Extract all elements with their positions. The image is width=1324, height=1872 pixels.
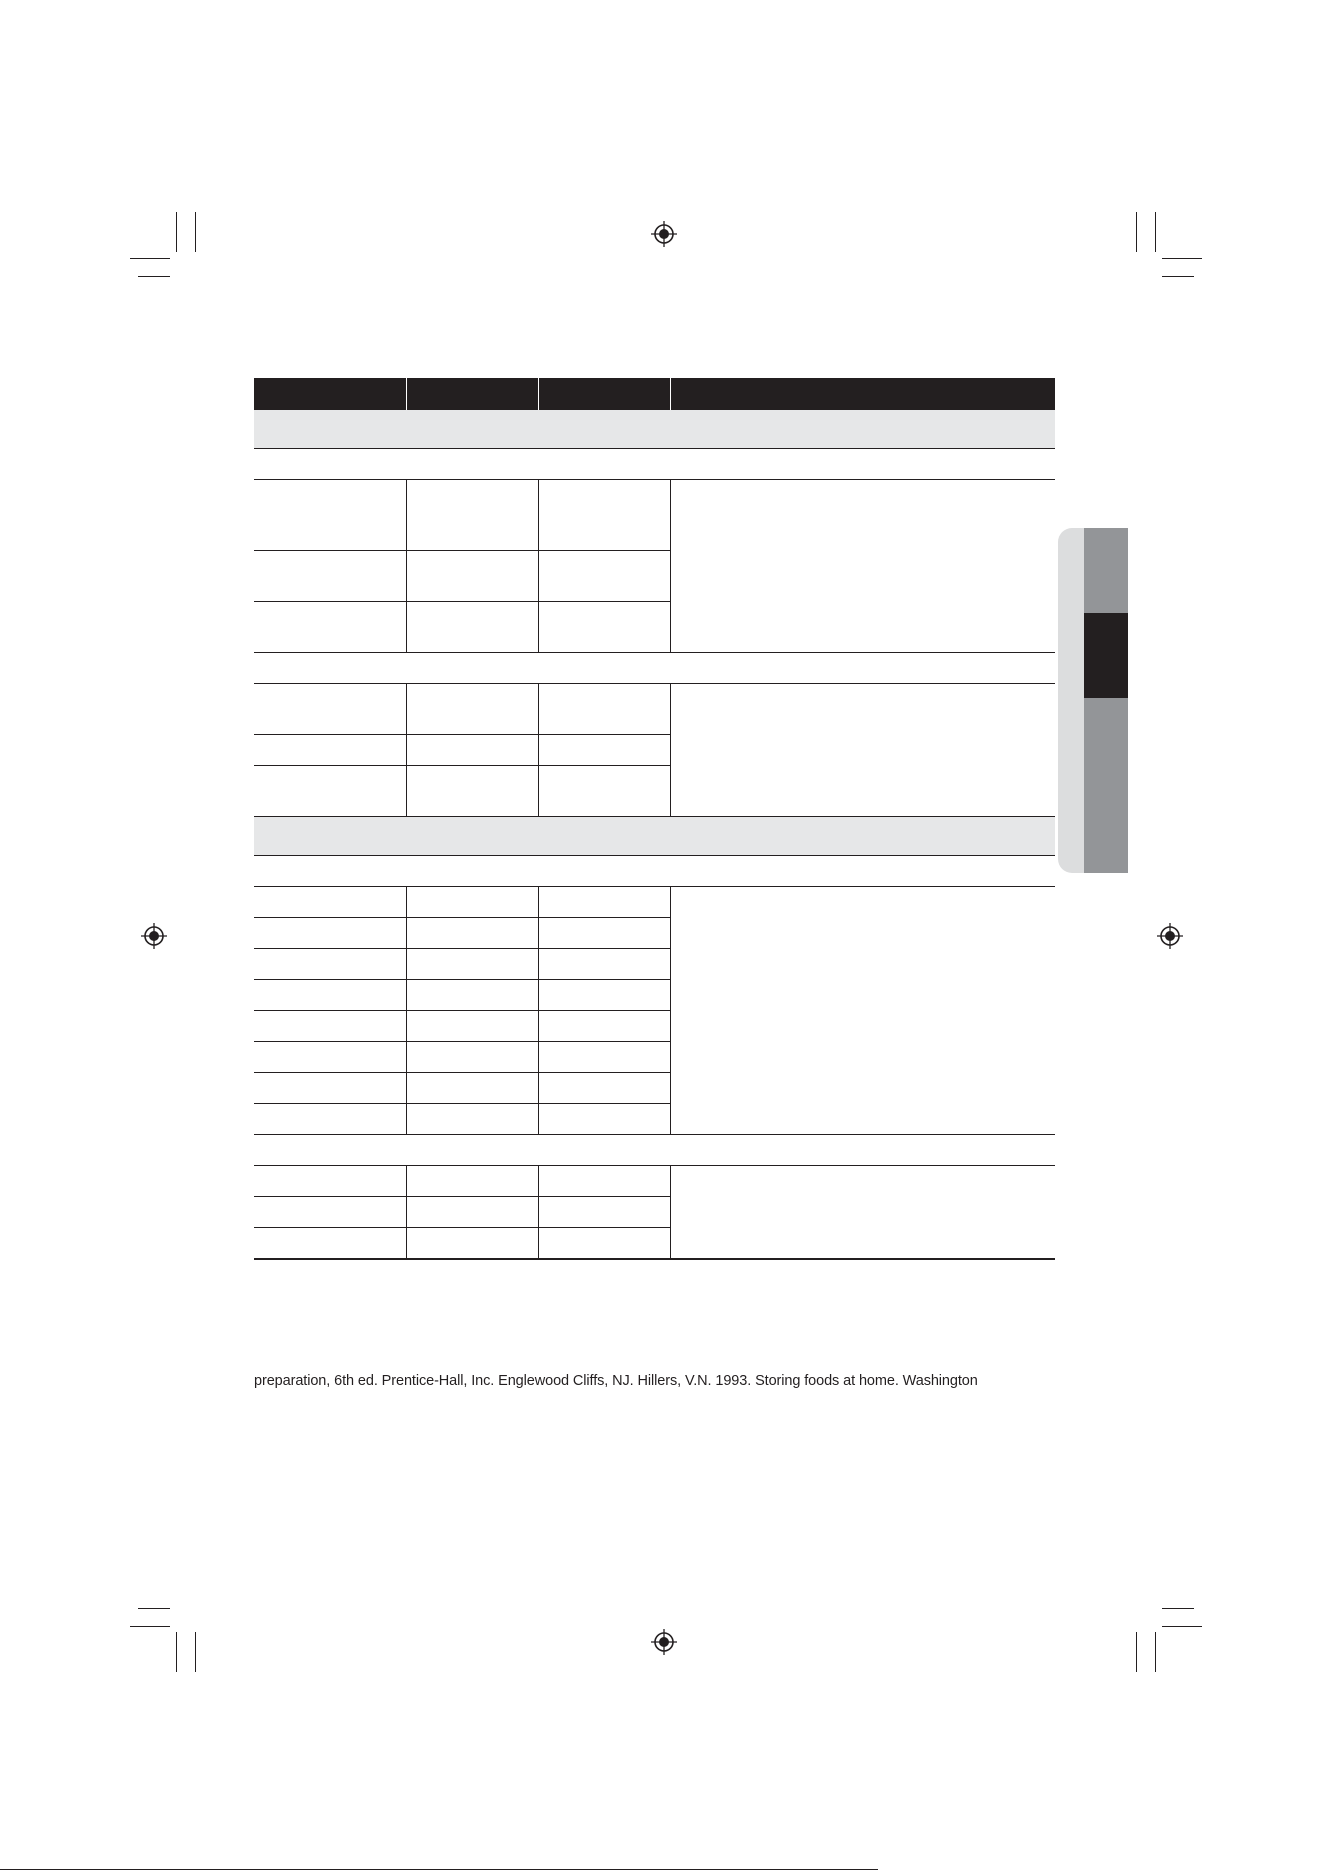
table-cell bbox=[406, 1166, 538, 1197]
table-cell bbox=[254, 602, 406, 653]
table-cell bbox=[254, 980, 406, 1011]
section-title bbox=[254, 410, 1055, 449]
table-cell bbox=[538, 735, 670, 766]
table-row bbox=[254, 1166, 1055, 1197]
subsection-row bbox=[254, 856, 1055, 887]
table-row bbox=[254, 887, 1055, 918]
crop-mark bbox=[1136, 1632, 1137, 1672]
table-cell bbox=[406, 1011, 538, 1042]
table-cell bbox=[538, 980, 670, 1011]
table-row bbox=[254, 684, 1055, 735]
side-tab-upper bbox=[1084, 528, 1128, 613]
crop-mark bbox=[1162, 1626, 1202, 1627]
table-cell bbox=[254, 1166, 406, 1197]
crop-mark bbox=[1162, 276, 1194, 277]
table-cell bbox=[254, 551, 406, 602]
side-tab-lower bbox=[1084, 698, 1128, 873]
crop-mark bbox=[1155, 1632, 1156, 1672]
table-cell bbox=[406, 1197, 538, 1228]
registration-mark-icon bbox=[1156, 922, 1184, 950]
subsection-row bbox=[254, 449, 1055, 480]
table-cell bbox=[254, 1197, 406, 1228]
crop-mark bbox=[130, 1626, 170, 1627]
section-row bbox=[254, 817, 1055, 856]
storage-table bbox=[254, 378, 1055, 1260]
table-cell bbox=[406, 1073, 538, 1104]
note-cell bbox=[670, 1166, 1055, 1259]
crop-mark bbox=[176, 212, 177, 252]
table-cell bbox=[538, 551, 670, 602]
crop-mark bbox=[130, 258, 170, 259]
reference-text: preparation, 6th ed. Prentice-Hall, Inc. Englewood Cliffs, NJ. Hillers, V.N. 1993. Storing foods at home. Washington bbox=[254, 1373, 978, 1389]
table-cell bbox=[254, 887, 406, 918]
table-cell bbox=[538, 602, 670, 653]
side-tab-active bbox=[1084, 613, 1128, 698]
table-cell bbox=[538, 1228, 670, 1259]
table-cell bbox=[254, 735, 406, 766]
crop-mark bbox=[195, 1632, 196, 1672]
section-row bbox=[254, 410, 1055, 449]
table-cell bbox=[254, 766, 406, 817]
column-header bbox=[670, 378, 1055, 410]
table-cell bbox=[538, 887, 670, 918]
crop-mark bbox=[176, 1632, 177, 1672]
table-cell bbox=[254, 1042, 406, 1073]
crop-mark bbox=[1136, 212, 1137, 252]
table-cell bbox=[538, 949, 670, 980]
table-cell bbox=[406, 949, 538, 980]
table-cell bbox=[254, 684, 406, 735]
table-cell bbox=[538, 1166, 670, 1197]
crop-mark bbox=[1155, 212, 1156, 252]
crop-mark bbox=[1162, 258, 1202, 259]
registration-mark-icon bbox=[140, 922, 168, 950]
table-cell bbox=[538, 918, 670, 949]
subsection-title bbox=[254, 1135, 1055, 1166]
column-header bbox=[254, 378, 406, 410]
table-row bbox=[254, 480, 1055, 551]
column-header bbox=[406, 378, 538, 410]
subsection-title bbox=[254, 653, 1055, 684]
table-cell bbox=[538, 1042, 670, 1073]
table-cell bbox=[406, 1228, 538, 1259]
table-cell bbox=[254, 1104, 406, 1135]
table-cell bbox=[254, 918, 406, 949]
table-cell bbox=[254, 1073, 406, 1104]
note-cell bbox=[670, 684, 1055, 817]
registration-mark-icon bbox=[650, 220, 678, 248]
table-cell bbox=[406, 887, 538, 918]
table-cell bbox=[538, 1104, 670, 1135]
note-cell bbox=[670, 480, 1055, 653]
crop-mark bbox=[1162, 1608, 1194, 1609]
table-header-row bbox=[254, 378, 1055, 410]
subsection-row bbox=[254, 1135, 1055, 1166]
table-cell bbox=[406, 766, 538, 817]
subsection-title bbox=[254, 856, 1055, 887]
column-header bbox=[538, 378, 670, 410]
table-cell bbox=[538, 1197, 670, 1228]
table-cell bbox=[254, 1011, 406, 1042]
table-cell bbox=[406, 684, 538, 735]
table-cell bbox=[406, 1042, 538, 1073]
table-cell bbox=[254, 480, 406, 551]
bottom-rule bbox=[0, 1869, 878, 1870]
crop-mark bbox=[138, 1608, 170, 1609]
registration-mark-icon bbox=[650, 1628, 678, 1656]
note-cell bbox=[670, 887, 1055, 1135]
subsection-title bbox=[254, 449, 1055, 480]
table-cell bbox=[406, 918, 538, 949]
subsection-row bbox=[254, 653, 1055, 684]
table-cell bbox=[406, 735, 538, 766]
section-title bbox=[254, 817, 1055, 856]
table-cell bbox=[538, 684, 670, 735]
table-cell bbox=[406, 551, 538, 602]
table-cell bbox=[254, 949, 406, 980]
table-cell bbox=[538, 1011, 670, 1042]
table-cell bbox=[538, 1073, 670, 1104]
crop-mark bbox=[138, 276, 170, 277]
table-cell bbox=[538, 766, 670, 817]
crop-mark bbox=[195, 212, 196, 252]
table-cell bbox=[538, 480, 670, 551]
table-cell bbox=[406, 1104, 538, 1135]
table-cell bbox=[406, 480, 538, 551]
table-cell bbox=[406, 980, 538, 1011]
table-cell bbox=[254, 1228, 406, 1259]
table-cell bbox=[406, 602, 538, 653]
